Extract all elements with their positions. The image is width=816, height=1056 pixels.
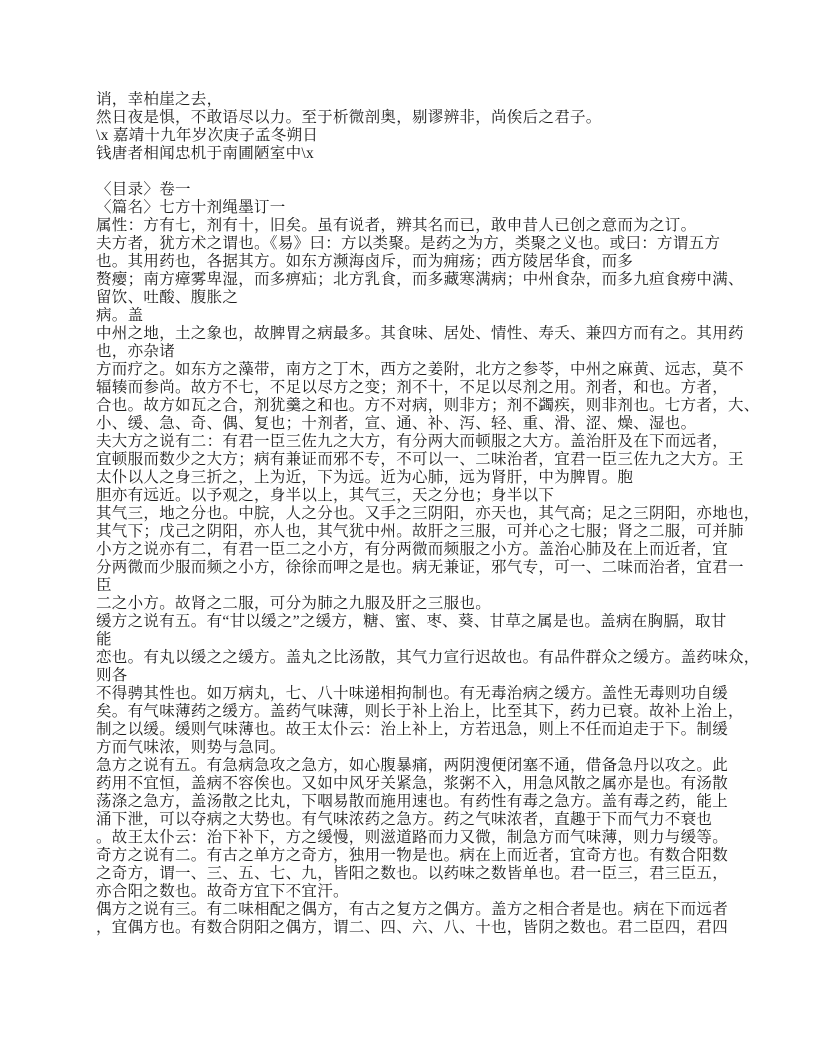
text-line: 中州之地，土之象也，故脾胃之病最多。其食味、居处、情性、寿夭、兼四方而有之。其用药 [96, 325, 744, 342]
text-line: 。故王太仆云：治下补下，方之缓慢，则滋道路而力又微，制急方而气味薄，则力与缓等。 [96, 829, 729, 846]
text-line: 小、缓、急、奇、偶、复也；十剂者，宣、通、补、泻、轻、重、滑、涩、燥、湿也。 [96, 415, 697, 432]
text-line: 夫大方之说有二：有君一臣三佐九之大方，有分两大而顿服之大方。盖治肝及在下而远者， [96, 433, 729, 450]
text-line: ，宜偶方也。有数合阴阳之偶方，谓二、四、六、八、十也，皆阴之数也。君二臣四，君四 [96, 919, 729, 936]
text-line: 合也。故方如瓦之合，剂犹羹之和也。方不对病，则非方；剂不蠲疾，则非剂也。七方者，大、 [96, 397, 760, 414]
text-line: 其气下；戊己之阴阳，亦人也，其气犹中州。故肝之三服，可并心之七服；肾之二服，可并肺 [96, 523, 744, 540]
text-line: 太仆以人之身三折之，上为近，下为远。近为心肺，远为肾肝，中为脾胃。胞 [96, 469, 634, 486]
text-line: 钱唐者相闻忠机于南圃陋室中\x [96, 145, 315, 162]
text-line: 夫方者，犹方术之谓也。《易》曰：方以类聚。是药之为方，类聚之义也。或曰：方谓五方 [96, 235, 721, 252]
text-line: 亦合阳之数也。故奇方宜下不宜汗。 [96, 883, 349, 900]
text-line: 也。其用药也，各据其方。如东方濒海卤斥，而为痈疡；西方陵居华食，而多 [96, 253, 634, 270]
text-line: 〈篇名〉七方十剂绳墨订一 [96, 199, 286, 216]
text-line: 宜顿服而数少之大方；病有兼证而邪不专，不可以一、二味治者，宜君一臣三佐九之大方。王 [96, 451, 744, 468]
text-line: 不得骋其性也。如万病丸，七、八十味递相拘制也。有无毒治病之缓方。盖性无毒则功自缓 [96, 685, 729, 702]
text-line: 诮，幸柏崖之去， [96, 91, 223, 108]
text-line: 小方之说亦有二，有君一臣二之小方，有分两微而频服之小方。盖治心肺及在上而近者，宜 [96, 541, 729, 558]
text-line: 方而气味浓，则势与急同。 [96, 739, 286, 756]
text-line: 急方之说有五。有急病急攻之急方，如心腹暴痛，两阴溲便闭塞不通，借备急丹以攻之。此 [96, 757, 729, 774]
text-line: \x 嘉靖十九年岁次庚子孟冬朔日 [96, 127, 319, 144]
text-line: 也，亦杂诸 [96, 343, 176, 360]
text-line: 留饮、吐酸、腹胀之 [96, 289, 239, 306]
text-line: 涌下泄，可以夺病之大势也。有气味浓药之急方。药之气味浓者，直趣于下而气力不衰也 [96, 811, 713, 828]
text-line: 药用不宜恒，盖病不容俟也。又如中风牙关紧急，浆粥不入，用急风散之属亦是也。有汤散 [96, 775, 729, 792]
text-line: 赘瘿；南方瘴雾卑湿，而多痹疝；北方乳食，而多藏寒满病；中州食杂，而多九疸食痨中满、 [96, 271, 744, 288]
text-line: 恋也。有丸以缓之之缓方。盖丸之比汤散，其气力宣行迟故也。有品件群众之缓方。盖药味众， [96, 649, 760, 666]
text-line: 奇方之说有二。有古之单方之奇方，独用一物是也。病在上而近者，宜奇方也。有数合阳数 [96, 847, 729, 864]
document-text-block [96, 91, 786, 937]
text-line: 辐辏而参尚。故方不七，不足以尽方之变；剂不十，不足以尽剂之用。剂者，和也。方者， [96, 379, 729, 396]
text-line: 病。盖 [96, 307, 144, 324]
text-line: 属性：方有七，剂有十，旧矣。虽有说者，辨其名而已，敢申昔人已创之意而为之订。 [96, 217, 697, 234]
text-line: 制之以缓。缓则气味薄也。故王太仆云：治上补上，方若迅急，则上不任而迫走于下。制缓 [96, 721, 729, 738]
text-line: 二之小方。故肾之二服，可分为肺之九服及肝之三服也。 [96, 595, 492, 612]
text-line: 荡涤之急方，盖汤散之比丸，下咽易散而施用速也。有药性有毒之急方。盖有毒之药，能上 [96, 793, 729, 810]
text-line: 偶方之说有三。有二味相配之偶方，有古之复方之偶方。盖方之相合者是也。病在下而远者 [96, 901, 729, 918]
text-line: 矣。有气味薄药之缓方。盖药气味薄，则长于补上治上，比至其下，药力已衰。故补上治上， [96, 703, 744, 720]
text-line: 能 [96, 631, 112, 648]
text-line: 〈目录〉卷一 [96, 181, 191, 198]
blank-line [96, 163, 786, 181]
text-line: 则各 [96, 667, 128, 684]
text-line: 臣 [96, 577, 112, 594]
text-line: 缓方之说有五。有“甘以缓之”之缓方，糖、蜜、枣、葵、甘草之属是也。盖病在胸膈，取甘 [96, 613, 727, 630]
text-line: 然日夜是惧，不敢语尽以力。至于析微剖奥，剔谬辨非，尚俟后之君子。 [96, 109, 602, 126]
text-line: 分两微而少服而频之小方，徐徐而呷之是也。病无兼证，邪气专，可一、二味而治者，宜君一 [96, 559, 744, 576]
text-line: 之奇方，谓一、三、五、七、九，皆阳之数也。以药味之数皆单也。君一臣三，君三臣五， [96, 865, 729, 882]
text-line: 其气三，地之分也。中脘，人之分也。又手之三阴阳，亦天也，其气高；足之三阴阳，亦地也， [96, 505, 760, 522]
text-line: 胆亦有远近。以予观之，身半以上，其气三，天之分也；身半以下 [96, 487, 555, 504]
text-line: 方而疗之。如东方之藻带，南方之丁木，西方之姜附，北方之参苓，中州之麻黄、远志，莫不 [96, 361, 744, 378]
